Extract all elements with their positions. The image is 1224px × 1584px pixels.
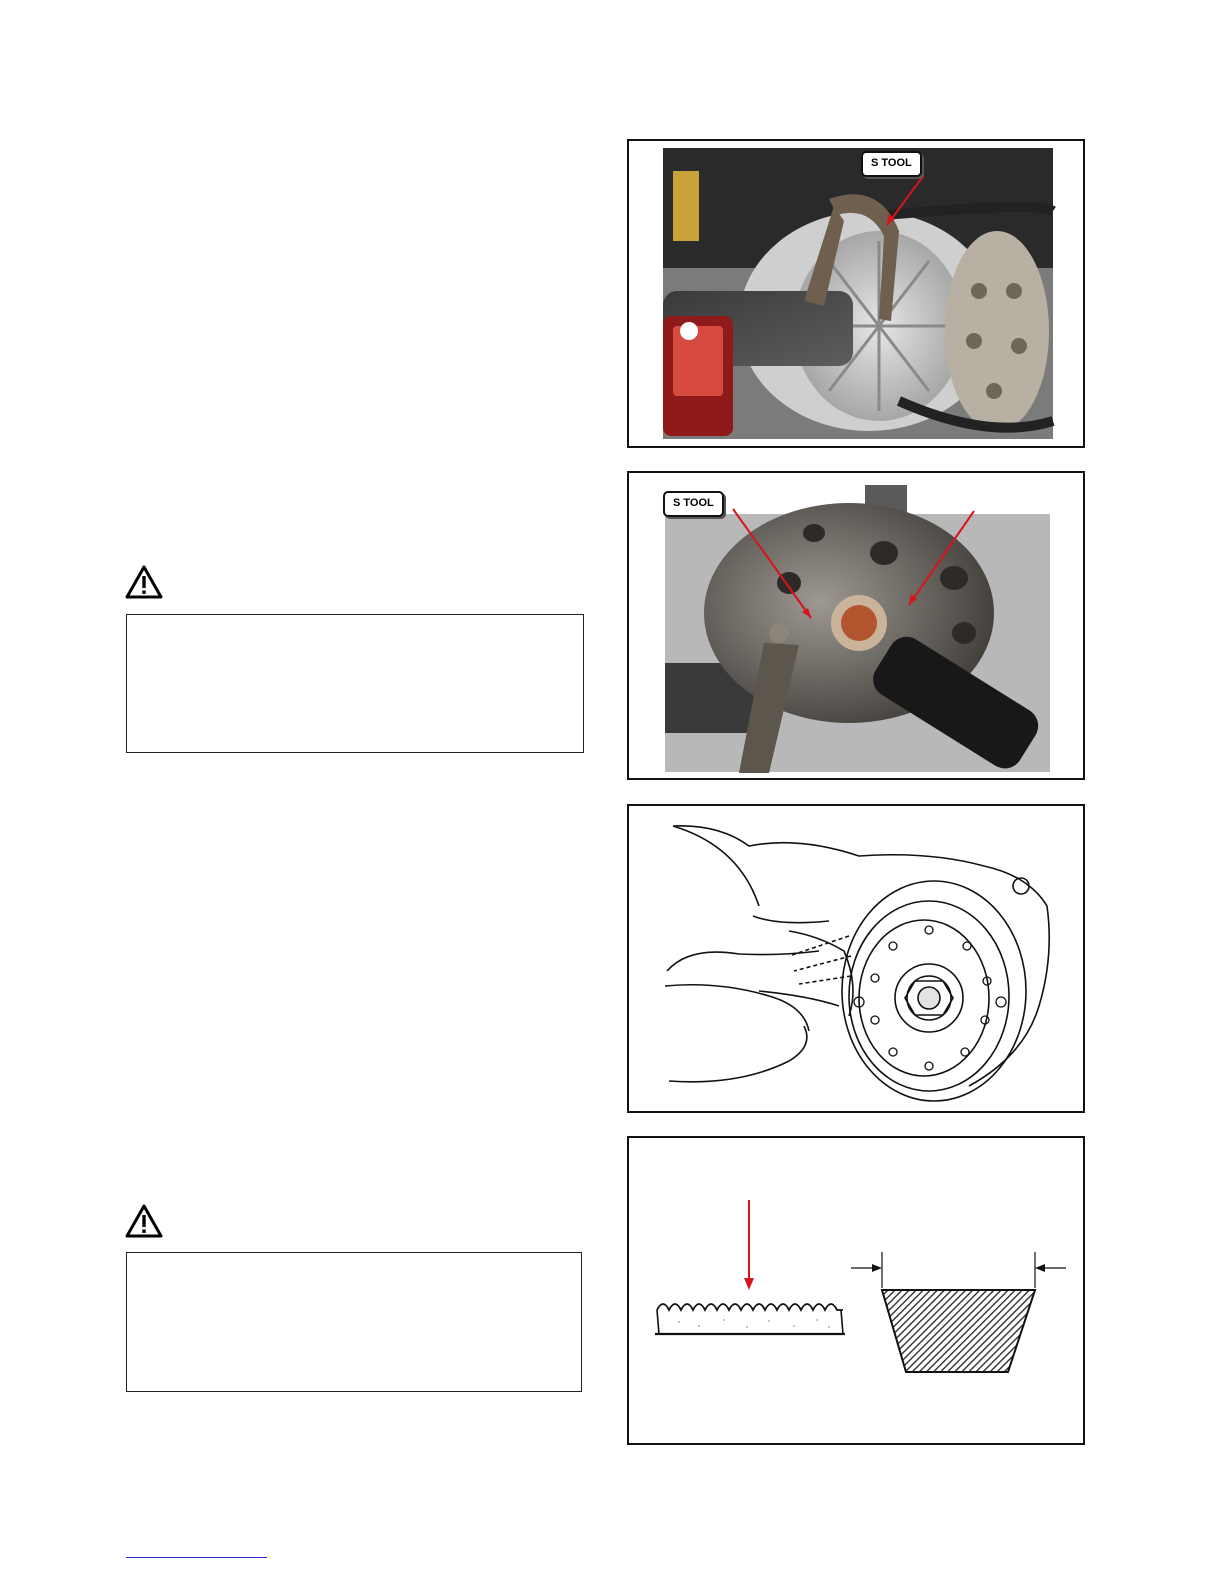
warning-note-box-2 <box>126 1252 582 1392</box>
footer-link-underline <box>126 1557 267 1558</box>
hand-clutch-drawing <box>629 806 1085 1113</box>
belt-diagram <box>629 1138 1085 1445</box>
figure-clutch-removal-photo <box>627 139 1085 448</box>
figure-belt-cross-section <box>627 1136 1085 1445</box>
clutch-photo-illustration <box>629 141 1085 448</box>
s-tool-label: S TOOL <box>861 151 922 177</box>
s-tool-label: S TOOL <box>663 491 724 517</box>
warning-triangle-icon <box>125 565 163 599</box>
warning-note-box-1 <box>126 614 584 753</box>
warning-triangle-icon <box>125 1204 163 1238</box>
clutch-outer-photo-illustration <box>629 473 1085 780</box>
figure-clutch-outer-photo <box>627 471 1085 780</box>
figure-clutch-line-drawing <box>627 804 1085 1113</box>
